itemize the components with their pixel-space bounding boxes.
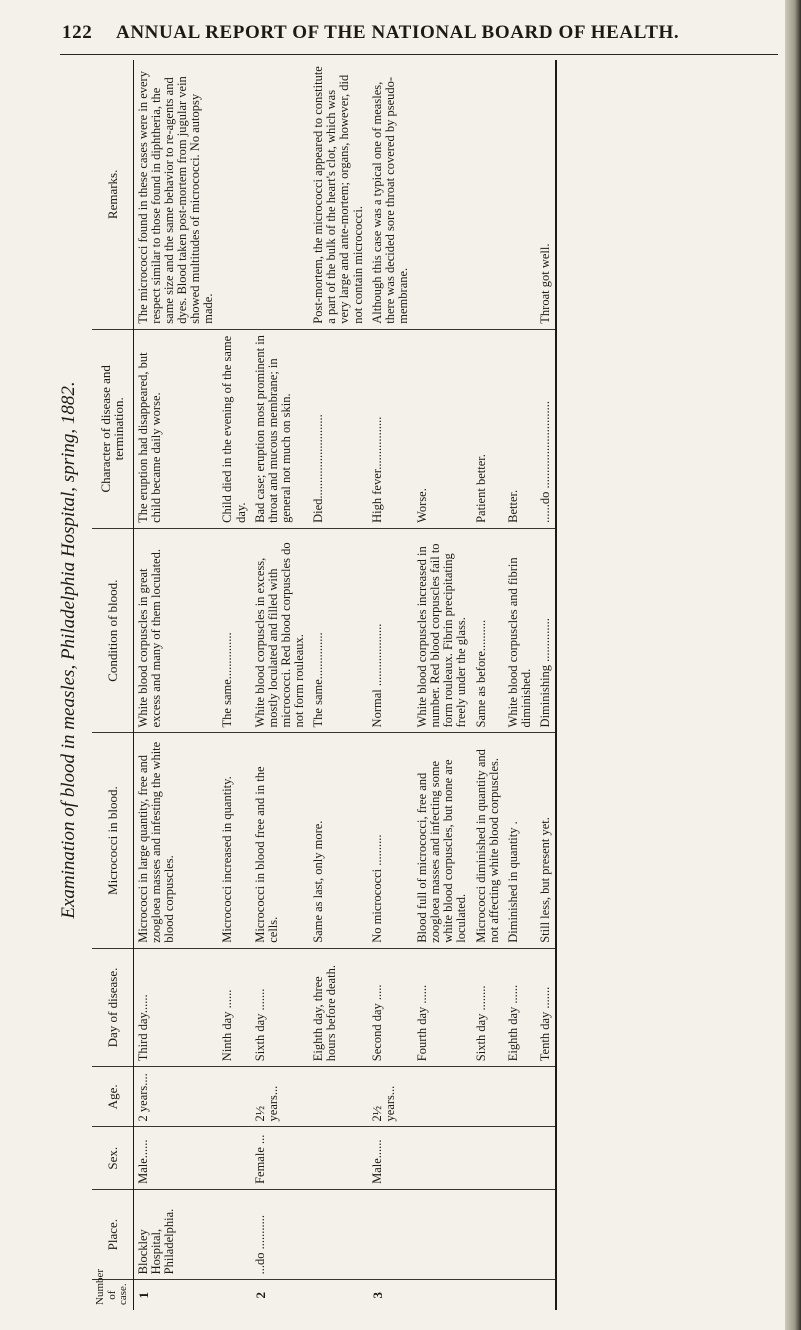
cell-sex (504, 1127, 536, 1189)
cell-condition: Same as before.......... (472, 528, 504, 733)
cell-age (218, 1067, 250, 1127)
cell-case (309, 1280, 368, 1310)
table-row (218, 60, 250, 1310)
col-header-place: Place. (92, 1189, 133, 1279)
cell-condition: White blood corpuscles in excess, mostly loculated and filled with micrococci. Red blood corpuscles do not form rouleaux. (251, 528, 310, 733)
cell-remarks (251, 60, 310, 329)
cell-place (218, 1189, 250, 1279)
cell-age (413, 1067, 472, 1127)
cell-place (413, 1189, 472, 1279)
cell-remarks: Although this case was a typical one of measles, there was decided sore throat covered by pseudo-membrane. (368, 60, 413, 329)
cell-day: Third day...... (133, 948, 218, 1066)
cell-remarks (504, 60, 536, 329)
col-header-case: Number of case. (92, 1280, 133, 1310)
cell-case (472, 1280, 504, 1310)
table-row (368, 60, 413, 1310)
col-header-condition: Condition of blood. (92, 528, 133, 733)
table-row (251, 60, 310, 1310)
page-header (62, 22, 762, 52)
cell-case (536, 1280, 556, 1310)
running-title: ANNUAL REPORT OF THE NATIONAL BOARD OF HEALTH. (116, 22, 680, 43)
cell-condition: The same............... (218, 528, 250, 733)
cell-sex: Female ... (251, 1127, 310, 1189)
cell-sex (536, 1127, 556, 1189)
col-header-sex: Sex. (92, 1127, 133, 1189)
header-rule (60, 54, 778, 55)
cell-character: Patient better. (472, 329, 504, 528)
cell-case (218, 1280, 250, 1310)
cell-day: Fourth day ...... (413, 948, 472, 1066)
cell-age: 2½ years... (251, 1067, 310, 1127)
cell-place: Blockley Hospital, Philadelphia. (133, 1189, 218, 1279)
table-row (504, 60, 536, 1310)
cell-sex: Male...... (133, 1127, 218, 1189)
cell-day: Sixth day ........ (472, 948, 504, 1066)
rotated-table-container (92, 60, 787, 1310)
cell-micrococci: Diminished in quantity . (504, 733, 536, 948)
cell-case: 1 (135, 1291, 151, 1299)
cell-character: ......do ............................ (536, 329, 556, 528)
cell-remarks: Throat got well. (536, 60, 556, 329)
cell-place (368, 1189, 413, 1279)
table-row (133, 60, 218, 1310)
col-header-age: Age. (92, 1067, 133, 1127)
table-caption: Examination of blood in measles, Philadelphia Hospital, spring, 1882. (58, 381, 79, 919)
cell-character: Bad case; eruption most prominent in throat and mucous membrane; in general not much on skin. (251, 329, 310, 528)
table-header-row (92, 60, 133, 1310)
cell-micrococci: Blood full of micrococci, free and zoogloea masses and infecting some white blood corpuscles, but none are loculated. (413, 733, 472, 948)
cell-character: Worse. (413, 329, 472, 528)
cell-case (504, 1280, 536, 1310)
cell-condition: White blood corpuscles in great excess and many of them loculated. (133, 528, 218, 733)
table-row (413, 60, 472, 1310)
cell-age (504, 1067, 536, 1127)
cell-day: Ninth day ...... (218, 948, 250, 1066)
cell-remarks: Post-mortem, the micrococci appeared to constitute a part of the bulk of the heart's clot, which was very large and ante-mortem; organs, however, did not contain micrococci. (309, 60, 368, 329)
cell-condition: White blood corpuscles increased in number. Red blood corpuscles fail to form rouleaux. Fibrin precipitating freely under the glass. (413, 528, 472, 733)
cell-condition: Diminishing .............. (536, 528, 556, 733)
cell-day: Eighth day ...... (504, 948, 536, 1066)
col-header-character: Character of disease and termination. (92, 329, 133, 528)
cell-character: Died........................... (309, 329, 368, 528)
cell-sex (413, 1127, 472, 1189)
col-header-day: Day of disease. (92, 948, 133, 1066)
cell-day: Eighth day, three hours before death. (309, 948, 368, 1066)
page-number: 122 (62, 22, 93, 43)
cell-character: The eruption had disappeared, but child became daily worse. (133, 329, 218, 528)
cell-remarks (218, 60, 250, 329)
table-row (472, 60, 504, 1310)
cell-sex (309, 1127, 368, 1189)
cell-character: Child died in the evening of the same day. (218, 329, 250, 528)
cell-case: 2 (252, 1291, 268, 1299)
cell-micrococci: Same as last, only more. (309, 733, 368, 948)
col-header-remarks: Remarks. (92, 60, 133, 329)
cell-age: 2½ years... (368, 1067, 413, 1127)
cell-micrococci: Micrococci diminished in quantity and not affecting white blood corpuscles. (472, 733, 504, 948)
cell-case: 3 (369, 1291, 385, 1299)
cell-remarks (413, 60, 472, 329)
cell-place (309, 1189, 368, 1279)
cell-age (536, 1067, 556, 1127)
cell-condition: The same............... (309, 528, 368, 733)
col-header-micrococci: Micrococci in blood. (92, 733, 133, 948)
cell-micrococci: Micrococci increased in quantity. (218, 733, 250, 948)
cell-remarks (472, 60, 504, 329)
table-row (536, 60, 556, 1310)
cell-age (472, 1067, 504, 1127)
cell-age (309, 1067, 368, 1127)
cell-place (536, 1189, 556, 1279)
cell-place (472, 1189, 504, 1279)
cell-micrococci: Micrococci in blood free and in the cells. (251, 733, 310, 948)
cell-character: High fever................. (368, 329, 413, 528)
cell-age: 2 years.... (133, 1067, 218, 1127)
cell-day: Second day ..... (368, 948, 413, 1066)
measles-blood-table (92, 60, 557, 1310)
cell-condition: White blood corpuscles and fibrin diminished. (504, 528, 536, 733)
cell-micrococci: Still less, but present yet. (536, 733, 556, 948)
cell-condition: Normal .................... (368, 528, 413, 733)
cell-place (504, 1189, 536, 1279)
table-row (309, 60, 368, 1310)
cell-day: Sixth day ....... (251, 948, 310, 1066)
cell-sex (218, 1127, 250, 1189)
cell-remarks: The micrococci found in these cases were in every respect similar to those found in diphtheria, the same size and the same behavior to re-agents and dyes. Blood taken post-mortem from jugular vein showed multitudes of micrococci. No autopsy made. (133, 60, 218, 329)
cell-case (413, 1280, 472, 1310)
cell-micrococci: No micrococci .......... (368, 733, 413, 948)
cell-sex: Male...... (368, 1127, 413, 1189)
cell-day: Tenth day ....... (536, 948, 556, 1066)
cell-place: ...do ........... (251, 1189, 310, 1279)
page-edge-shadow (785, 0, 801, 1330)
cell-micrococci: Micrococci in large quantity, free and zoogloea masses and infesting the white blood corpuscles. (133, 733, 218, 948)
cell-character: Better. (504, 329, 536, 528)
cell-sex (472, 1127, 504, 1189)
